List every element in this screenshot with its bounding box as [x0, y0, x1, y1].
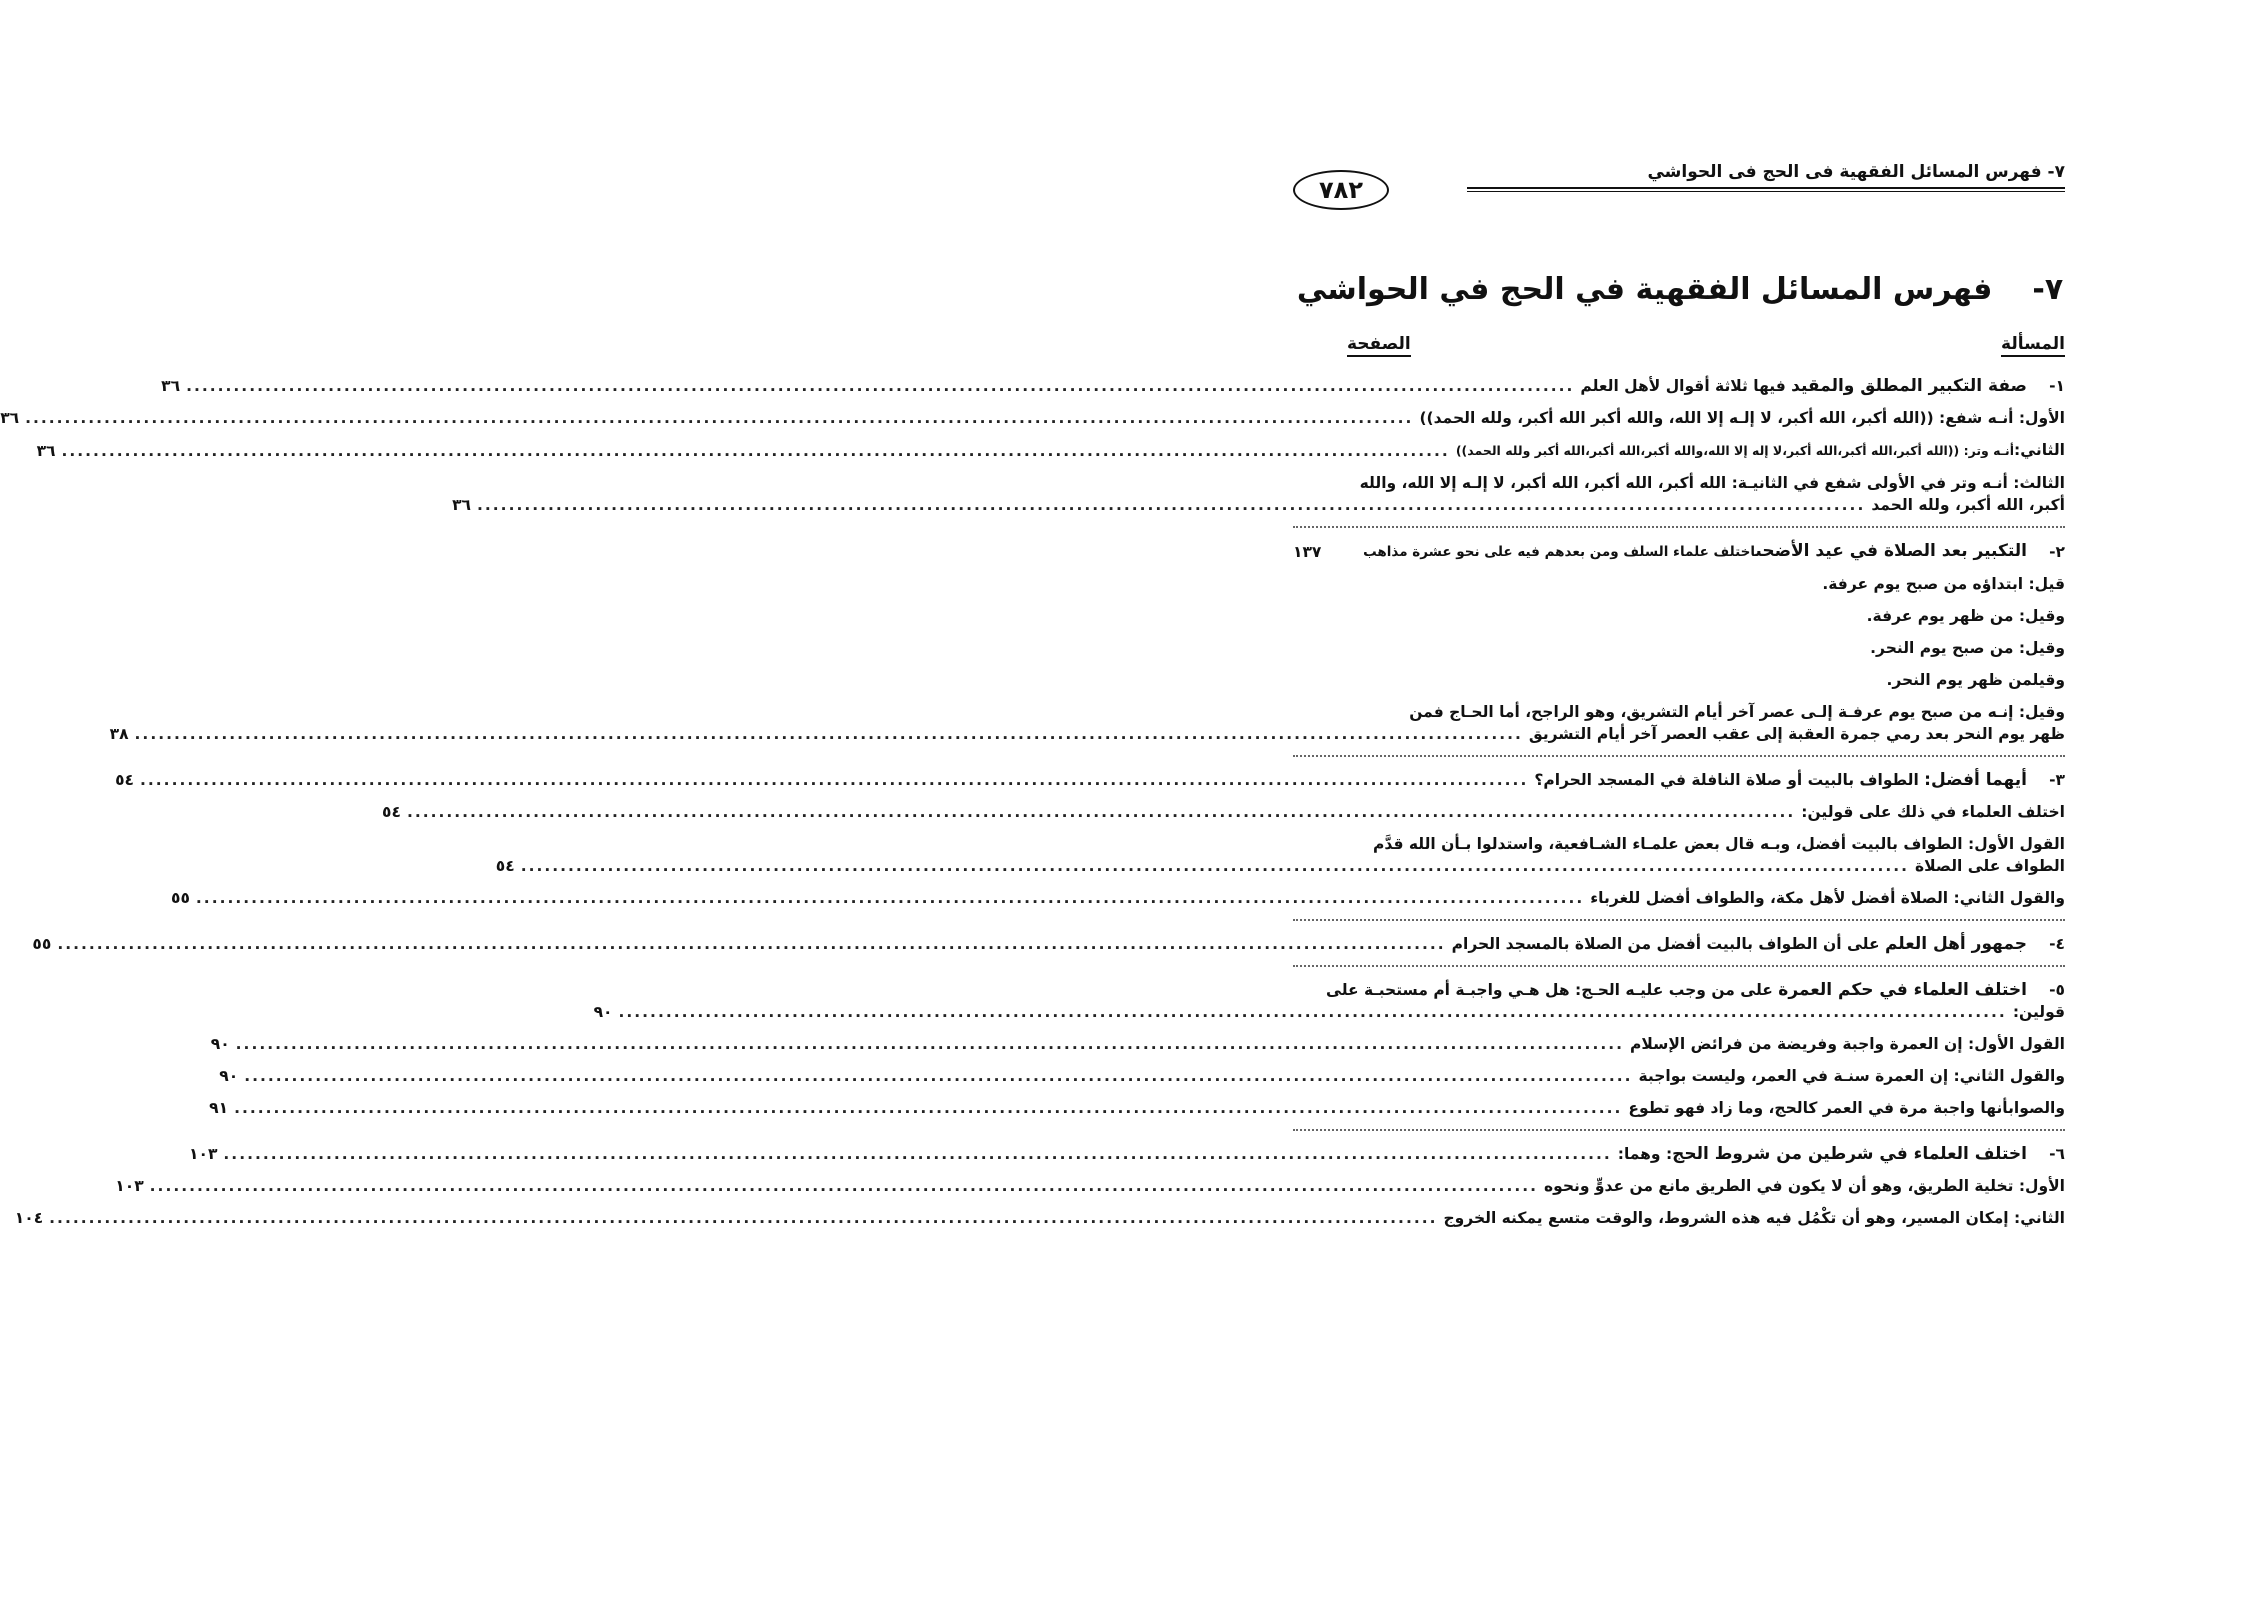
leader-dots	[223, 1143, 1611, 1165]
leader-dots	[619, 1001, 2007, 1023]
index-entry	[0, 402, 2065, 434]
entry-text: على أن الطواف بالبيت أفضل من الصلاة بالمسجد الحرام	[1451, 935, 1885, 953]
entry-heading: التكبير بعد الصلاة في عيد الأضحى	[1755, 541, 2027, 561]
index-entry-heading	[161, 370, 2065, 402]
entry-page: ١٠٤	[14, 1209, 44, 1227]
entry-text: أنـه شفع: ((الله أكبر، الله أكبر، لا إلـه إلا الله، والله أكبر الله أكبر، ولله الحمد))	[1419, 409, 2019, 427]
entry-page: ٥٥	[171, 889, 190, 907]
entry-text: اختلف العلماء في ذلك على قولين:	[1801, 803, 2065, 821]
entry-text: أنها واجبة مرة في العمر كالحج، وما زاد فهو تطوع	[1628, 1099, 2009, 1117]
entry-keyword: الأول:	[2018, 1177, 2065, 1195]
index-entry	[382, 796, 2065, 828]
index-entry	[36, 434, 2065, 467]
entry-keyword: القول الأول:	[1968, 835, 2065, 853]
entry-page: ٥٤	[495, 857, 515, 875]
entry-page: ١٠٣	[115, 1177, 144, 1195]
entry-keyword: وقيل:	[2018, 639, 2065, 657]
header-rule	[1467, 187, 2065, 192]
entry-keyword: الأول:	[2018, 409, 2065, 427]
entry-heading: اختلف العلماء في حكم العمرة	[1778, 980, 2027, 1000]
index-section-2	[109, 533, 2065, 757]
entry-text: اختلف علماء السلف ومن بعدهم فيه على نحو عشرة مذاهب	[1363, 544, 1756, 560]
entry-number: ١-	[2049, 377, 2065, 395]
leader-dots	[234, 1097, 1622, 1119]
entry-text: على من وجب عليـه الحـج: هل هـي واجبـة أم مستحبـة على	[1326, 981, 1779, 999]
entry-text: الطواف بالبيت أفضل، وبـه قال بعض علمـاء الشـافعية، واستدلوا بـأن الله قدَّم	[1373, 835, 1968, 853]
entry-keyword: الثاني:	[2014, 1209, 2065, 1227]
column-header-issue: المسألة	[2001, 333, 2065, 357]
entry-page: ٥٤	[115, 771, 135, 789]
entry-keyword: وقيل:	[2018, 703, 2065, 721]
entry-keyword: وقيل	[2032, 671, 2065, 689]
entry-page: ٩٠	[219, 1067, 239, 1085]
column-headers	[1295, 333, 2065, 361]
entry-page: ٣٦	[36, 442, 56, 460]
entry-text: إنـه من صبح يوم عرفـة إلـى عصر آخر أيام التشريق، وهو الراجح، أما الحـاج فمن	[1409, 703, 2019, 721]
entry-text: أنـه وتر في الأولى شفع في الثانيـة: الله أكبر، الله أكبر، الله أكبر، لا إلـه إلا الله، والله	[1359, 474, 2014, 492]
leader-dots	[477, 494, 1865, 516]
entry-heading: صفة التكبير المطلق والمقيد	[1791, 376, 2027, 396]
entry-text: الصلاة أفضل لأهل مكة، والطواف أفضل للغرباء	[1590, 889, 1954, 907]
index-entry	[495, 828, 2065, 882]
page-title-number: ٧-	[2032, 272, 2064, 307]
entry-keyword: وقيل:	[2018, 607, 2065, 625]
index-section-5	[209, 972, 2065, 1131]
entry-keyword: الثاني:	[2014, 441, 2065, 459]
index-entry	[109, 696, 2065, 750]
entry-page: ٣٦	[452, 496, 472, 514]
running-header-title: ٧- فهرس المسائل الفقهية فى الحج فى الحواشي	[1647, 162, 2065, 182]
index-entry-heading	[1293, 535, 2065, 568]
index-entry	[14, 1202, 2065, 1234]
index-entry	[1293, 664, 2065, 696]
entry-keyword: القول الأول:	[1968, 1035, 2065, 1053]
leader-dots	[135, 723, 1523, 745]
entry-text: ظهر يوم النحر بعد رمي جمرة العقبة إلى عقب العصر آخر أيام التشريق	[1528, 725, 2065, 743]
entry-text: أنـه وتر: ((الله أكبر،الله أكبر،الله أكبر،لا إله إلا الله،والله أكبر،الله أكبر،الله أكبر ولله الحمد))	[1455, 443, 2015, 458]
entry-page: ٥٥	[32, 935, 52, 953]
entry-number: ٥-	[2049, 981, 2065, 999]
leader-dots	[407, 801, 1795, 823]
index-entry	[1293, 600, 2065, 632]
entry-keyword: قيل:	[2028, 575, 2065, 593]
page-title-text: فهرس المسائل الفقهية في الحج في الحواشي	[1296, 272, 1993, 307]
index-section-1	[0, 368, 2065, 528]
index-entry-heading	[115, 764, 2065, 796]
index-entry	[210, 1028, 2065, 1060]
entry-number: ٣-	[2049, 771, 2065, 789]
entry-page: ٩٠	[593, 1003, 613, 1021]
index-entry-heading	[189, 1138, 2065, 1170]
page-number: ٧٨٢	[1319, 176, 1363, 204]
index-entry-heading	[32, 928, 2065, 960]
index-entry	[452, 467, 2065, 521]
leader-dots	[196, 887, 1584, 909]
index-section-6	[14, 1136, 2065, 1239]
entry-keyword: والصواب	[2008, 1099, 2065, 1117]
entry-page: ٥٤	[382, 803, 401, 821]
index-entry	[209, 1092, 2065, 1124]
entry-text: أكبر، الله أكبر، ولله الحمد	[1871, 496, 2065, 514]
entry-text: قولين:	[2012, 1003, 2065, 1021]
index-entry	[1293, 568, 2065, 600]
index-section-3	[115, 762, 2065, 921]
index-section-4	[32, 926, 2065, 967]
page-title	[1295, 272, 2065, 307]
index-entry	[219, 1060, 2065, 1092]
leader-dots	[49, 1207, 1437, 1229]
entry-text: من صبح يوم النحر.	[1870, 639, 2019, 657]
entry-number: ٤-	[2049, 935, 2065, 953]
leader-dots	[57, 933, 1445, 955]
running-header	[1293, 150, 2065, 212]
leader-dots	[62, 440, 1450, 462]
page-number-oval	[1293, 170, 1389, 210]
entry-text: تخلية الطريق، وهو أن لا يكون في الطريق مانع من عدوٍّ ونحوه	[1544, 1177, 2019, 1195]
entry-page: ٩٠	[210, 1035, 230, 1053]
entry-text: إمكان المسير، وهو أن تكْمُل فيه هذه الشروط، والوقت متسع يمكنه الخروج	[1443, 1209, 2015, 1227]
entry-number: ٢-	[2049, 543, 2065, 561]
entry-text: إن العمرة واجبة وفريضة من فرائض الإسلام	[1630, 1035, 1968, 1053]
entry-text: من ظهر يوم عرفة.	[1866, 607, 2019, 625]
entry-heading: أيهما أفضل:	[1924, 770, 2027, 790]
index-entry	[1293, 632, 2065, 664]
entry-page: ٣٦	[0, 409, 20, 427]
leader-dots	[244, 1065, 1632, 1087]
entry-text: إن العمرة سنـة في العمر، وليست بواجبة	[1638, 1067, 1954, 1085]
entry-text: من ظهر يوم النحر.	[1886, 671, 2033, 689]
entry-keyword: والقول الثاني:	[1953, 889, 2065, 907]
entry-text: فيها ثلاثة أقوال لأهل العلم	[1580, 377, 1792, 395]
entry-heading: اختلف العلماء في شرطين من شروط الحج	[1672, 1144, 2027, 1164]
entry-text: الطواف على الصلاة	[1915, 857, 2065, 875]
entry-keyword: والقول الثاني:	[1953, 1067, 2065, 1085]
index-entry	[115, 1170, 2065, 1202]
entry-text: ابتداؤه من صبح يوم عرفة.	[1822, 575, 2029, 593]
entry-number: ٦-	[2049, 1145, 2065, 1163]
entry-page: ١٣٧	[1293, 543, 1322, 561]
entry-page: ٩١	[209, 1099, 229, 1117]
column-header-page: الصفحة	[1347, 333, 1411, 357]
leader-dots	[236, 1033, 1624, 1055]
entry-text: الطواف بالبيت أو صلاة النافلة في المسجد الحرام؟	[1534, 771, 1925, 789]
leader-dots	[25, 407, 1413, 429]
index-entry	[171, 882, 2065, 914]
entry-page: ٣٦	[161, 377, 181, 395]
entry-page: ١٠٣	[189, 1145, 218, 1163]
entry-heading: جمهور أهل العلم	[1884, 934, 2027, 954]
leader-dots	[521, 855, 1909, 877]
index-entry-heading	[593, 974, 2065, 1028]
entry-text: : وهما:	[1617, 1145, 1673, 1163]
leader-dots	[140, 769, 1528, 791]
leader-dots	[150, 1175, 1538, 1197]
entry-keyword: الثالث:	[2013, 474, 2065, 492]
entry-page: ٣٨	[109, 725, 129, 743]
index-body	[0, 368, 2065, 1244]
leader-dots	[186, 375, 1574, 397]
